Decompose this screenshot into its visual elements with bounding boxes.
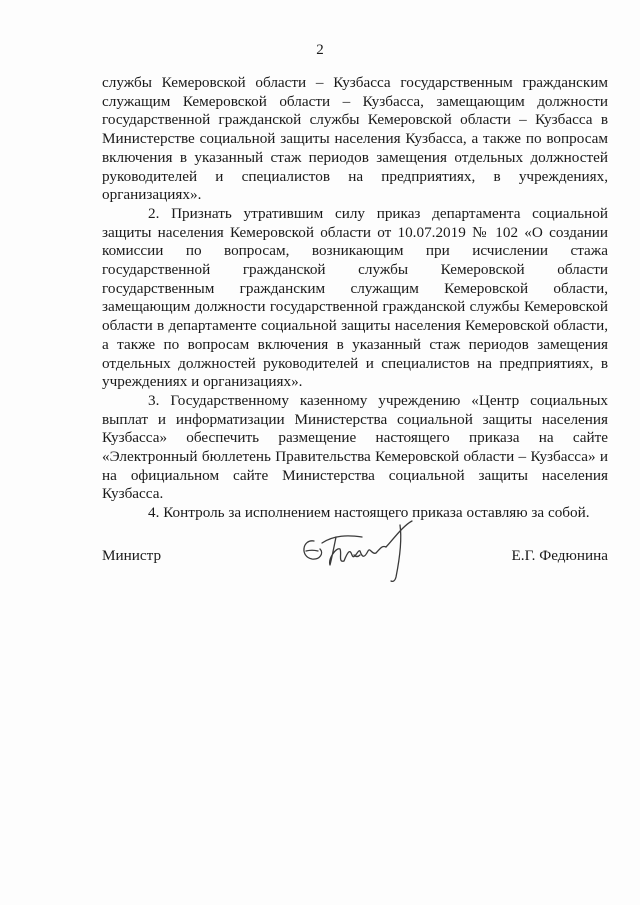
document-body	[102, 74, 608, 523]
signature-block	[102, 505, 608, 605]
signatory-name: Е.Г. Федюнина	[511, 547, 608, 564]
paragraph-item-4: 4. Контроль за исполнением настоящего приказа оставляю за собой.	[148, 504, 590, 522]
handwritten-signature	[292, 505, 422, 585]
paragraph-continuation: службы Кемеровской области – Кузбасса государственным гражданским служащим Кемеровской области – Кузбасса, замещающим должности государственной гражданской службы Кемеровской области – Кузбасса в Министерстве социальной защиты населения Кузбасса, а также по вопросам включения в указанный стаж периодов замещения отдельных должностей руководителей и специалистов на предприятиях, в учреждениях, организациях».	[102, 74, 608, 204]
page-number: 2	[316, 42, 324, 58]
signatory-position: Министр	[102, 547, 162, 564]
paragraph-item-3: 3. Государственному казенному учреждению «Центр социальных выплат и информатизации Министерства социальной защиты населения Кузбасса» обеспечить размещение настоящего приказа на сайте «Электронный бюллетень Правительства Кемеровской области – Кузбасса» и на официальном сайте Министерства социальной защиты населения Кузбасса.	[102, 391, 608, 503]
paragraph-item-2: 2. Признать утратившим силу приказ департамента социальной защиты населения Кемеровской области от 10.07.2019 № 102 «О создании комиссии по вопросам, возникающим при исчислении стажа государственной гражданской службы Кемеровской области государственным гражданским служащим Кемеровской области, замещающим должности государственной гражданской службы Кемеровской области в департаменте социальной защиты населения Кемеровской области, а также по вопросам включения в указанный стаж периодов замещения отдельных должностей руководителей и специалистов на предприятиях, в учреждениях и организациях».	[102, 204, 608, 391]
